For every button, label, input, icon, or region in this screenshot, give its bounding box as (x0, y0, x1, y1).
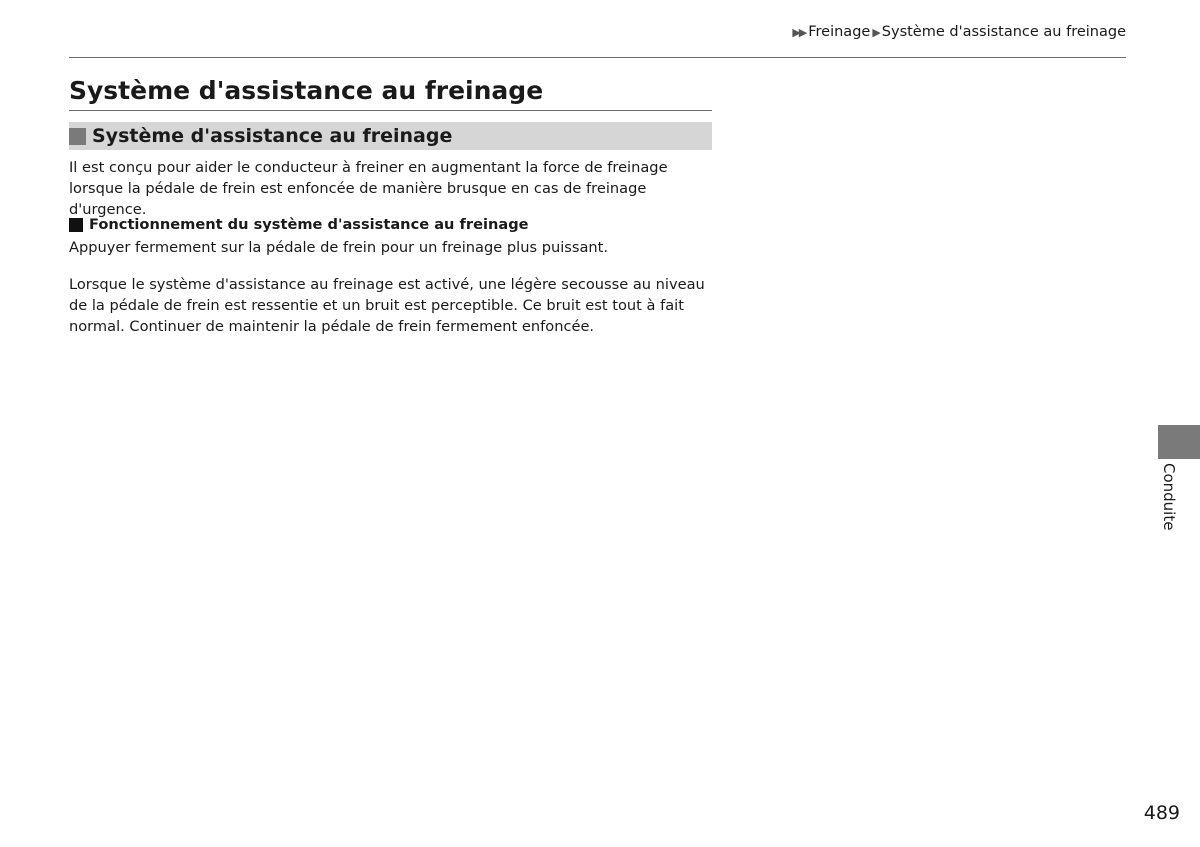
triangle-right-icon: ▶ (872, 25, 879, 39)
breadcrumb-item-freinage[interactable]: Freinage (808, 24, 871, 40)
square-bullet-icon (69, 218, 83, 232)
page-number: 489 (1143, 802, 1180, 824)
header-divider (69, 57, 1126, 58)
square-bullet-icon (69, 128, 86, 145)
intro-paragraph: Il est conçu pour aider le conducteur à freiner en augmentant la force de freinage lorsque la pédale de frein est enfoncée de manière brusque en cas de freinage d'urgence. (69, 159, 668, 218)
body-paragraph: Lorsque le système d'assistance au freinage est activé, une légère secousse au niveau de la pédale de frein est ressentie et un bruit est perceptible. Ce bruit est tout à fait normal. Continuer de maintenir la pédale de frein fermement enfoncée. (69, 276, 705, 335)
page-title: Système d'assistance au freinage (69, 76, 544, 105)
section-heading-label: Système d'assistance au freinage (92, 125, 453, 147)
subsection-heading-label: Fonctionnement du système d'assistance au freinage (89, 216, 529, 233)
subsection-paragraph: Appuyer fermement sur la pédale de frein pour un freinage plus puissant. (69, 239, 609, 256)
section-heading (69, 122, 712, 150)
subsection-heading (69, 216, 529, 233)
chapter-tab-label: Conduite (1160, 463, 1178, 531)
breadcrumb-item-current[interactable]: Système d'assistance au freinage (881, 24, 1126, 40)
chapter-tab[interactable] (1158, 425, 1200, 459)
double-triangle-right-icon: ▶▶ (792, 25, 806, 39)
title-divider (69, 110, 712, 111)
breadcrumb (792, 24, 1126, 40)
